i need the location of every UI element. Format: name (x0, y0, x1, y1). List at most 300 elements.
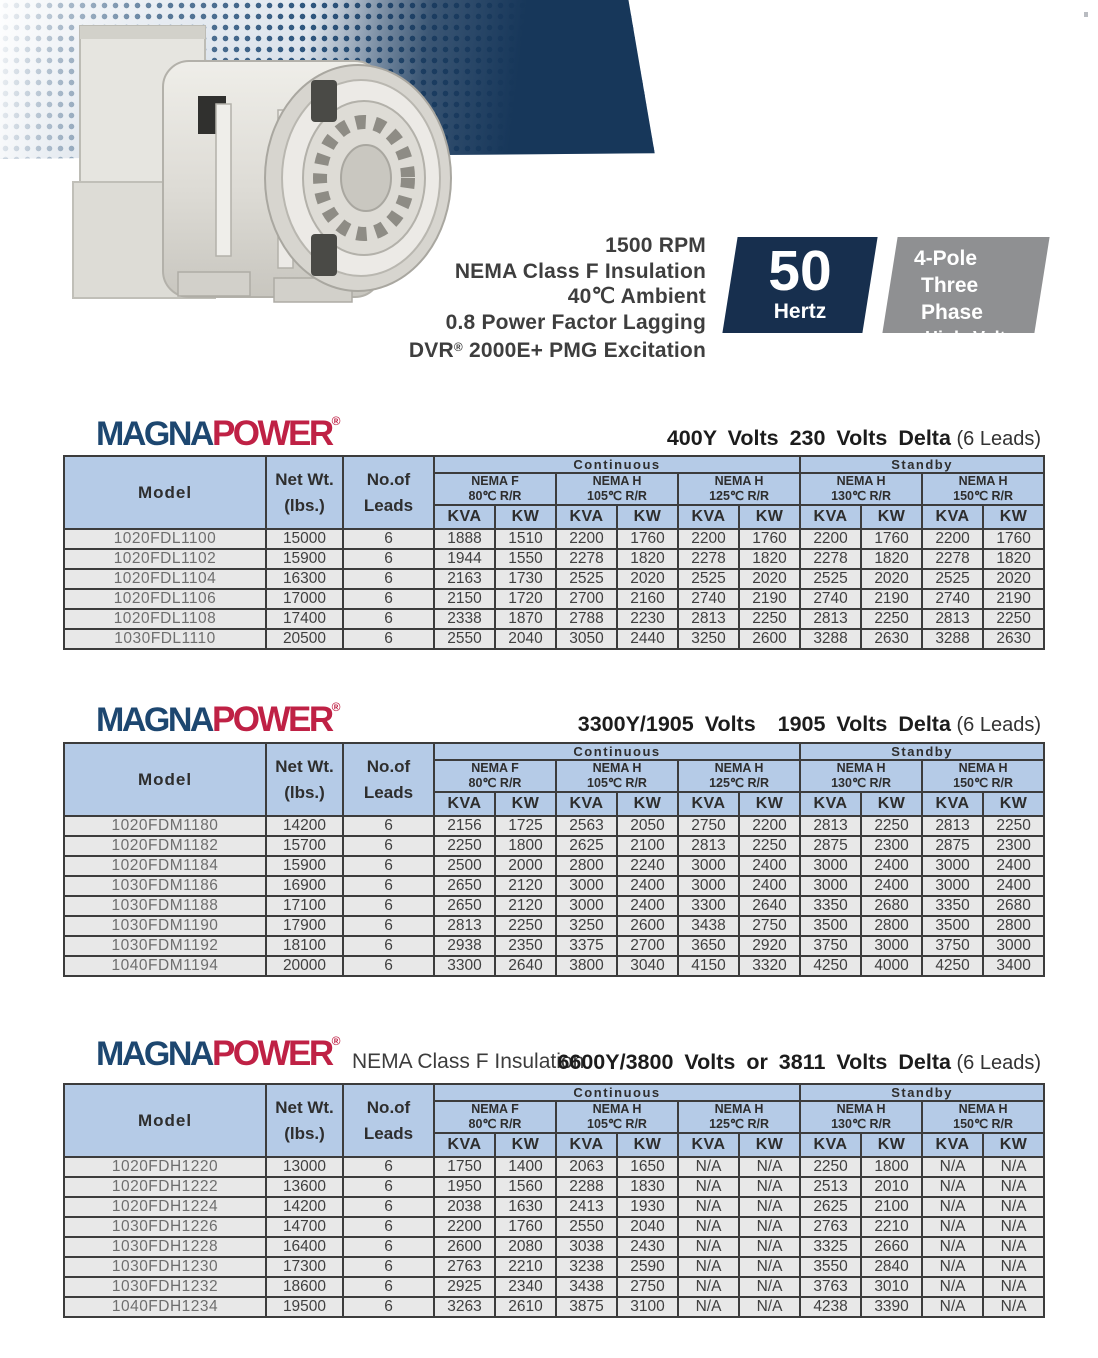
rating-cell: 1725 (495, 816, 556, 836)
rating-cell: 20000 (266, 956, 343, 976)
rating-cell: 16900 (266, 876, 343, 896)
rating-cell: 6 (343, 836, 434, 856)
rating-cell: 3320 (739, 956, 800, 976)
col-header-model: Model (64, 456, 266, 529)
col-header-kva: KVA (434, 505, 495, 529)
rating-cell: 3763 (800, 1277, 861, 1297)
rating-cell: 2938 (434, 936, 495, 956)
rating-cell: 2210 (495, 1257, 556, 1277)
rating-cell: 6 (343, 816, 434, 836)
rating-cell: 1888 (434, 529, 495, 549)
rating-cell: 14200 (266, 1197, 343, 1217)
rating-cell: 17300 (266, 1257, 343, 1277)
col-header-kw: KW (617, 792, 678, 816)
rating-cell: 2875 (922, 836, 983, 856)
spec-line: DVR® 2000E+ PMG Excitation (408, 339, 706, 362)
col-header-kw: KW (861, 792, 922, 816)
rating-cell: 19500 (266, 1297, 343, 1317)
rating-cell: 2038 (434, 1197, 495, 1217)
logo-magna: MAGNA (96, 1035, 212, 1073)
registered-mark: ® (331, 414, 341, 428)
rating-cell: 2440 (617, 629, 678, 649)
rating-cell: 2400 (739, 876, 800, 896)
nema-temp: 80℃ R/R (468, 776, 522, 790)
rating-cell: 2278 (556, 549, 617, 569)
rating-cell: 1760 (861, 529, 922, 549)
rating-cell: 6 (343, 569, 434, 589)
rating-cell: 2156 (434, 816, 495, 836)
rating-cell: 3800 (556, 956, 617, 976)
rating-cell: 3390 (861, 1297, 922, 1317)
rating-cell: N/A (983, 1217, 1044, 1237)
rating-cell: 4150 (678, 956, 739, 976)
frequency-value: 50 (768, 239, 832, 303)
col-header-nema (678, 473, 800, 505)
rating-cell: 2600 (617, 916, 678, 936)
rating-cell: N/A (922, 1177, 983, 1197)
rating-cell: 1820 (739, 549, 800, 569)
model-cell: 1030FDM1186 (64, 876, 266, 896)
rating-cell: 3000 (800, 876, 861, 896)
col-header-kw: KW (495, 505, 556, 529)
rating-cell: 2875 (800, 836, 861, 856)
col-header-nema (434, 473, 556, 505)
frequency-unit: Hertz (773, 300, 827, 323)
rating-cell: 3010 (861, 1277, 922, 1297)
nema-temp: 130℃ R/R (831, 776, 892, 790)
table-body (64, 1157, 1044, 1317)
nema-class: NEMA F (471, 474, 519, 488)
rating-cell: N/A (983, 1277, 1044, 1297)
col-header-kw: KW (983, 505, 1044, 529)
nema-class: NEMA H (592, 1102, 642, 1116)
rating-cell: 4250 (922, 956, 983, 976)
netwt-line1: Net Wt. (275, 1097, 334, 1117)
rating-cell: 15700 (266, 836, 343, 856)
rating-cell: 2680 (861, 896, 922, 916)
rating-cell: 2278 (922, 549, 983, 569)
rating-cell: 2400 (861, 876, 922, 896)
leads-line1: No.of (366, 756, 411, 776)
rating-cell: 2525 (556, 569, 617, 589)
col-header-kva: KVA (556, 792, 617, 816)
rating-cell: 2288 (556, 1177, 617, 1197)
nema-temp: 125℃ R/R (709, 1117, 769, 1131)
col-header-kw: KW (983, 792, 1044, 816)
rating-cell: N/A (983, 1157, 1044, 1177)
col-header-kva: KVA (800, 1133, 861, 1157)
rating-cell: 3288 (922, 629, 983, 649)
nema-temp: 80℃ R/R (468, 1117, 522, 1131)
rating-cell: 6 (343, 896, 434, 916)
corner-mark (1084, 12, 1088, 17)
rating-cell: 3000 (556, 876, 617, 896)
rating-cell: 3250 (556, 916, 617, 936)
insulation-note: NEMA Class F Insulation (352, 1050, 585, 1073)
rating-cell: N/A (678, 1157, 739, 1177)
rating-cell: 15900 (266, 856, 343, 876)
rating-cell: 1510 (495, 529, 556, 549)
table-title-2 (578, 712, 1041, 737)
col-header-standby: Standby (800, 743, 1044, 760)
rating-cell: 2230 (617, 609, 678, 629)
rating-cell: 2278 (800, 549, 861, 569)
col-header-nema (678, 1101, 800, 1133)
rating-cell: 3000 (800, 856, 861, 876)
rating-cell: 2740 (678, 589, 739, 609)
rating-cell: 2640 (739, 896, 800, 916)
model-cell: 1020FDH1222 (64, 1177, 266, 1197)
col-header-netwt (266, 1084, 343, 1157)
title-voltage: 400Y Volts 230 Volts Delta (666, 426, 951, 450)
table-body (64, 816, 1044, 976)
table-row (64, 1217, 1044, 1237)
rating-cell: 2400 (861, 856, 922, 876)
rating-cell: 2200 (678, 529, 739, 549)
rating-cell: 6 (343, 1177, 434, 1197)
rating-cell: 2400 (617, 896, 678, 916)
frequency-badge (730, 237, 870, 333)
rating-cell: 1800 (861, 1157, 922, 1177)
rating-cell: 2813 (678, 836, 739, 856)
col-header-nema (434, 1101, 556, 1133)
col-header-kw: KW (983, 1133, 1044, 1157)
rating-cell: 2813 (800, 816, 861, 836)
rating-cell: 2763 (434, 1257, 495, 1277)
rating-cell: 3400 (983, 956, 1044, 976)
rating-cell: 3438 (556, 1277, 617, 1297)
pole-phase-badge (890, 237, 1042, 348)
col-header-nema (556, 1101, 678, 1133)
rating-cell: 2200 (739, 816, 800, 836)
rating-cell: 2100 (861, 1197, 922, 1217)
rating-cell: 2250 (800, 1157, 861, 1177)
rating-cell: 2500 (434, 856, 495, 876)
col-header-nema (922, 473, 1044, 505)
nema-temp: 105℃ R/R (587, 776, 647, 790)
nema-temp: 130℃ R/R (831, 489, 892, 503)
rating-cell: 2563 (556, 816, 617, 836)
rating-cell: 2813 (434, 916, 495, 936)
table-row (64, 936, 1044, 956)
model-cell: 1040FDH1234 (64, 1297, 266, 1317)
rating-cell: 2630 (861, 629, 922, 649)
registered-mark: ® (331, 1034, 341, 1048)
rating-cell: 3250 (678, 629, 739, 649)
nema-temp: 150℃ R/R (953, 1117, 1014, 1131)
rating-cell: 3000 (922, 856, 983, 876)
ratings-table-1 (63, 455, 1045, 650)
rating-cell: 2278 (678, 549, 739, 569)
model-cell: 1030FDH1228 (64, 1237, 266, 1257)
col-header-nema (800, 760, 922, 792)
rating-cell: 3288 (800, 629, 861, 649)
table-row (64, 1197, 1044, 1217)
table-row (64, 629, 1044, 649)
title-voltage: 6600Y/3800 Volts or 3811 Volts Delta (557, 1050, 951, 1074)
rating-cell: 3000 (678, 856, 739, 876)
rating-cell: 18600 (266, 1277, 343, 1297)
rating-cell: 2120 (495, 876, 556, 896)
title-leads: (6 Leads) (950, 714, 1041, 736)
col-header-leads (343, 1084, 434, 1157)
rating-cell: 3550 (800, 1257, 861, 1277)
rating-cell: 4000 (861, 956, 922, 976)
rating-cell: N/A (983, 1237, 1044, 1257)
rating-cell: 2080 (495, 1237, 556, 1257)
rating-cell: 2740 (800, 589, 861, 609)
rating-cell: 2010 (861, 1177, 922, 1197)
rating-cell: 3100 (617, 1297, 678, 1317)
rating-cell: 1820 (861, 549, 922, 569)
rating-cell: N/A (922, 1237, 983, 1257)
ratings-table (63, 455, 1045, 650)
rating-cell: 3300 (678, 896, 739, 916)
table-row (64, 1297, 1044, 1317)
rating-cell: 1550 (495, 549, 556, 569)
rating-cell: 2250 (983, 609, 1044, 629)
rating-cell: 6 (343, 856, 434, 876)
col-header-nema (922, 760, 1044, 792)
rating-cell: N/A (739, 1197, 800, 1217)
col-header-kva: KVA (678, 792, 739, 816)
rating-cell: 2190 (739, 589, 800, 609)
rating-cell: N/A (922, 1297, 983, 1317)
rating-cell: N/A (678, 1217, 739, 1237)
nema-temp: 125℃ R/R (709, 776, 769, 790)
rating-cell: 2000 (495, 856, 556, 876)
rating-cell: 6 (343, 936, 434, 956)
col-header-kva: KVA (922, 505, 983, 529)
rating-cell: 17400 (266, 609, 343, 629)
rating-cell: 1650 (617, 1157, 678, 1177)
col-header-nema (800, 473, 922, 505)
col-header-nema (678, 760, 800, 792)
rating-cell: N/A (678, 1197, 739, 1217)
col-header-nema (556, 473, 678, 505)
col-header-continuous: Continuous (434, 1084, 800, 1101)
rating-cell: 2610 (495, 1297, 556, 1317)
rating-cell: 13000 (266, 1157, 343, 1177)
rating-cell: 2200 (556, 529, 617, 549)
rating-cell: N/A (739, 1277, 800, 1297)
model-cell: 1020FDL1108 (64, 609, 266, 629)
col-header-kw: KW (861, 505, 922, 529)
table-row (64, 589, 1044, 609)
voltage-label: High Voltage (925, 328, 1037, 348)
rating-cell: 2525 (678, 569, 739, 589)
rating-cell: N/A (678, 1277, 739, 1297)
col-header-model: Model (64, 1084, 266, 1157)
rating-cell: N/A (739, 1217, 800, 1237)
rating-cell: 2750 (617, 1277, 678, 1297)
rating-cell: 2020 (861, 569, 922, 589)
leads-line2: Leads (363, 495, 414, 515)
rating-cell: 1630 (495, 1197, 556, 1217)
rating-cell: 3750 (800, 936, 861, 956)
rating-cell: 1560 (495, 1177, 556, 1197)
netwt-line2: (lbs.) (284, 1123, 325, 1143)
rating-cell: 3000 (678, 876, 739, 896)
rating-cell: N/A (922, 1277, 983, 1297)
nema-class: NEMA H (714, 474, 764, 488)
col-header-continuous: Continuous (434, 456, 800, 473)
rating-cell: 2240 (617, 856, 678, 876)
rating-cell: 2550 (556, 1217, 617, 1237)
table-row (64, 916, 1044, 936)
rating-cell: 2200 (434, 1217, 495, 1237)
rating-cell: 2813 (678, 609, 739, 629)
model-cell: 1030FDL1110 (64, 629, 266, 649)
logo-power: POWER (211, 414, 332, 453)
col-header-kva: KVA (922, 1133, 983, 1157)
header-row (64, 743, 1044, 760)
rating-cell: 2840 (861, 1257, 922, 1277)
rating-cell: 1930 (617, 1197, 678, 1217)
rating-cell: 3375 (556, 936, 617, 956)
model-cell: 1020FDH1224 (64, 1197, 266, 1217)
rating-cell: 1760 (739, 529, 800, 549)
rating-cell: 2750 (739, 916, 800, 936)
rating-cell: 2020 (617, 569, 678, 589)
col-header-continuous: Continuous (434, 743, 800, 760)
rating-cell: 2300 (861, 836, 922, 856)
rating-cell: 1730 (495, 569, 556, 589)
logo-magna: MAGNA (96, 415, 212, 453)
rating-cell: 2800 (861, 916, 922, 936)
rating-cell: N/A (678, 1177, 739, 1197)
rating-cell: 6 (343, 589, 434, 609)
nema-class: NEMA H (836, 474, 886, 488)
col-header-kw: KW (617, 1133, 678, 1157)
rating-cell: N/A (739, 1177, 800, 1197)
rating-cell: N/A (739, 1297, 800, 1317)
spec-list (300, 233, 706, 364)
rating-cell: 2525 (800, 569, 861, 589)
rating-cell: 3000 (861, 936, 922, 956)
col-header-kva: KVA (800, 505, 861, 529)
model-cell: 1020FDM1182 (64, 836, 266, 856)
model-cell: 1020FDM1180 (64, 816, 266, 836)
nema-temp: 80℃ R/R (468, 489, 522, 503)
spec-line: 1500 RPM (605, 234, 706, 257)
rating-cell: 1820 (617, 549, 678, 569)
title-leads: (6 Leads) (950, 1052, 1041, 1074)
rating-cell: 6 (343, 1297, 434, 1317)
col-header-kva: KVA (800, 792, 861, 816)
col-header-kva: KVA (678, 505, 739, 529)
rating-cell: N/A (922, 1257, 983, 1277)
table-row (64, 1157, 1044, 1177)
rating-cell: 15900 (266, 549, 343, 569)
table-row (64, 609, 1044, 629)
leads-line2: Leads (363, 1123, 414, 1143)
nema-class: NEMA H (592, 474, 642, 488)
model-cell: 1020FDL1104 (64, 569, 266, 589)
col-header-netwt (266, 743, 343, 816)
rating-cell: 1950 (434, 1177, 495, 1197)
rating-cell: 2250 (434, 836, 495, 856)
rating-cell: 2040 (617, 1217, 678, 1237)
model-cell: 1020FDH1220 (64, 1157, 266, 1177)
table-row (64, 836, 1044, 856)
rating-cell: N/A (983, 1197, 1044, 1217)
table-row (64, 816, 1044, 836)
rating-cell: 3000 (922, 876, 983, 896)
model-cell: 1030FDM1188 (64, 896, 266, 916)
rating-cell: 6 (343, 549, 434, 569)
rating-cell: 2813 (800, 609, 861, 629)
rating-cell: 1400 (495, 1157, 556, 1177)
ratings-table-2 (63, 742, 1045, 977)
rating-cell: 2800 (983, 916, 1044, 936)
model-cell: 1020FDL1100 (64, 529, 266, 549)
header-row (64, 1084, 1044, 1101)
rating-cell: 2600 (739, 629, 800, 649)
rating-cell: 20500 (266, 629, 343, 649)
rating-cell: 2680 (983, 896, 1044, 916)
rating-cell: 3650 (678, 936, 739, 956)
rating-cell: 2650 (434, 876, 495, 896)
rating-cell: 2150 (434, 589, 495, 609)
rating-cell: 3350 (922, 896, 983, 916)
rating-cell: 1760 (983, 529, 1044, 549)
rating-cell: 2250 (739, 609, 800, 629)
rating-cell: 2660 (861, 1237, 922, 1257)
rating-cell: 14700 (266, 1217, 343, 1237)
rating-cell: 3050 (556, 629, 617, 649)
rating-cell: 3438 (678, 916, 739, 936)
rating-cell: N/A (678, 1237, 739, 1257)
col-header-kw: KW (495, 1133, 556, 1157)
rating-cell: 2700 (556, 589, 617, 609)
rating-cell: 2063 (556, 1157, 617, 1177)
rating-cell: N/A (678, 1297, 739, 1317)
rating-cell: 2925 (434, 1277, 495, 1297)
table-row (64, 856, 1044, 876)
magnapower-logo (96, 414, 341, 454)
rating-cell: N/A (922, 1157, 983, 1177)
rating-cell: 2210 (861, 1217, 922, 1237)
rating-cell: 18100 (266, 936, 343, 956)
col-header-kw: KW (739, 1133, 800, 1157)
rating-cell: N/A (678, 1257, 739, 1277)
table-row (64, 1257, 1044, 1277)
rating-cell: 2590 (617, 1257, 678, 1277)
rating-cell: 2400 (983, 876, 1044, 896)
rating-cell: 2200 (922, 529, 983, 549)
netwt-line1: Net Wt. (275, 756, 334, 776)
col-header-model: Model (64, 743, 266, 816)
rating-cell: 3000 (983, 936, 1044, 956)
rating-cell: 3040 (617, 956, 678, 976)
col-header-kva: KVA (922, 792, 983, 816)
rating-cell: 1830 (617, 1177, 678, 1197)
col-header-nema (922, 1101, 1044, 1133)
nema-class: NEMA H (958, 761, 1008, 775)
model-cell: 1030FDM1190 (64, 916, 266, 936)
spec-line: NEMA Class F Insulation (454, 259, 706, 283)
rating-cell: 1870 (495, 609, 556, 629)
nema-class: NEMA F (471, 1102, 519, 1116)
model-cell: 1020FDL1106 (64, 589, 266, 609)
rating-cell: N/A (983, 1297, 1044, 1317)
rating-cell: 3350 (800, 896, 861, 916)
rating-cell: 2020 (983, 569, 1044, 589)
model-cell: 1040FDM1194 (64, 956, 266, 976)
rating-cell: 2650 (434, 896, 495, 916)
rating-cell: 2340 (495, 1277, 556, 1297)
